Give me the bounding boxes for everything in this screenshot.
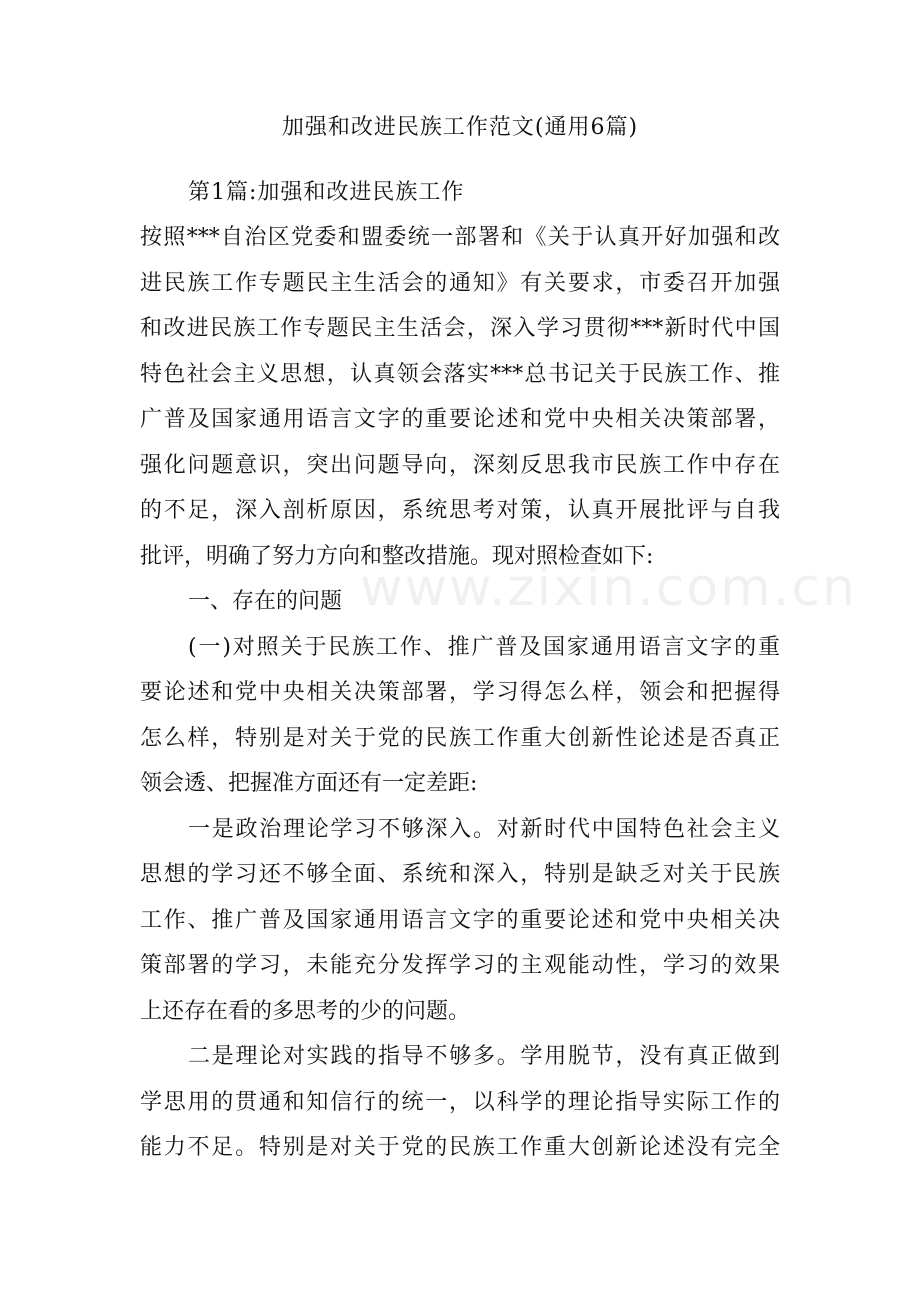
watermark: www.zixin.com.cn [360,558,857,618]
body-line: 进民族工作专题民主生活会的通知》有关要求，市委召开加强 [140,271,780,296]
body-line: 领会透、把握准方面还有一定差距: [140,771,478,796]
document-title: 加强和改进民族工作范文(通用6篇) [281,115,639,140]
body-line: 要论述和党中央相关决策部署，学习得怎么样，领会和把握得 [140,680,780,705]
body-line: 工作、推广普及国家通用语言文字的重要论述和党中央相关决 [140,908,780,933]
body-line: 特色社会主义思想，认真领会落实***总书记关于民族工作、推 [140,362,780,387]
body-line: 一是政治理论学习不够深入。对新时代中国特色社会主义 [188,817,780,842]
chapter-heading: 第1篇:加强和改进民族工作 [188,180,465,205]
body-line: 上还存在看的多思考的少的问题。 [140,999,471,1024]
section-heading: 一、存在的问题 [188,589,343,614]
body-line: 的不足，深入剖析原因，系统思考对策，认真开展批评与自我 [140,498,780,523]
body-line: 二是理论对实践的指导不够多。学用脱节，没有真正做到 [188,1044,780,1069]
body-line: 和改进民族工作专题民主生活会，深入学习贯彻***新时代中国 [140,316,780,341]
body-line: (一)对照关于民族工作、推广普及国家通用语言文字的重 [188,635,780,660]
body-line: 能力不足。特别是对关于党的民族工作重大创新论述没有完全 [140,1135,780,1160]
body-line: 怎么样，特别是对关于党的民族工作重大创新性论述是否真正 [140,726,780,751]
body-line: 强化问题意识，突出问题导向，深刻反思我市民族工作中存在 [140,453,780,478]
body-line: 广普及国家通用语言文字的重要论述和党中央相关决策部署， [140,407,780,432]
body-line: 思想的学习还不够全面、系统和深入，特别是缺乏对关于民族 [140,862,780,887]
body-line: 按照***自治区党委和盟委统一部署和《关于认真开好加强和改 [140,225,780,250]
body-line: 批评，明确了努力方向和整改措施。现对照检查如下: [140,544,654,569]
body-line: 策部署的学习，未能充分发挥学习的主观能动性，学习的效果 [140,953,780,978]
body-line: 学思用的贯通和知信行的统一，以科学的理论指导实际工作的 [140,1090,780,1115]
